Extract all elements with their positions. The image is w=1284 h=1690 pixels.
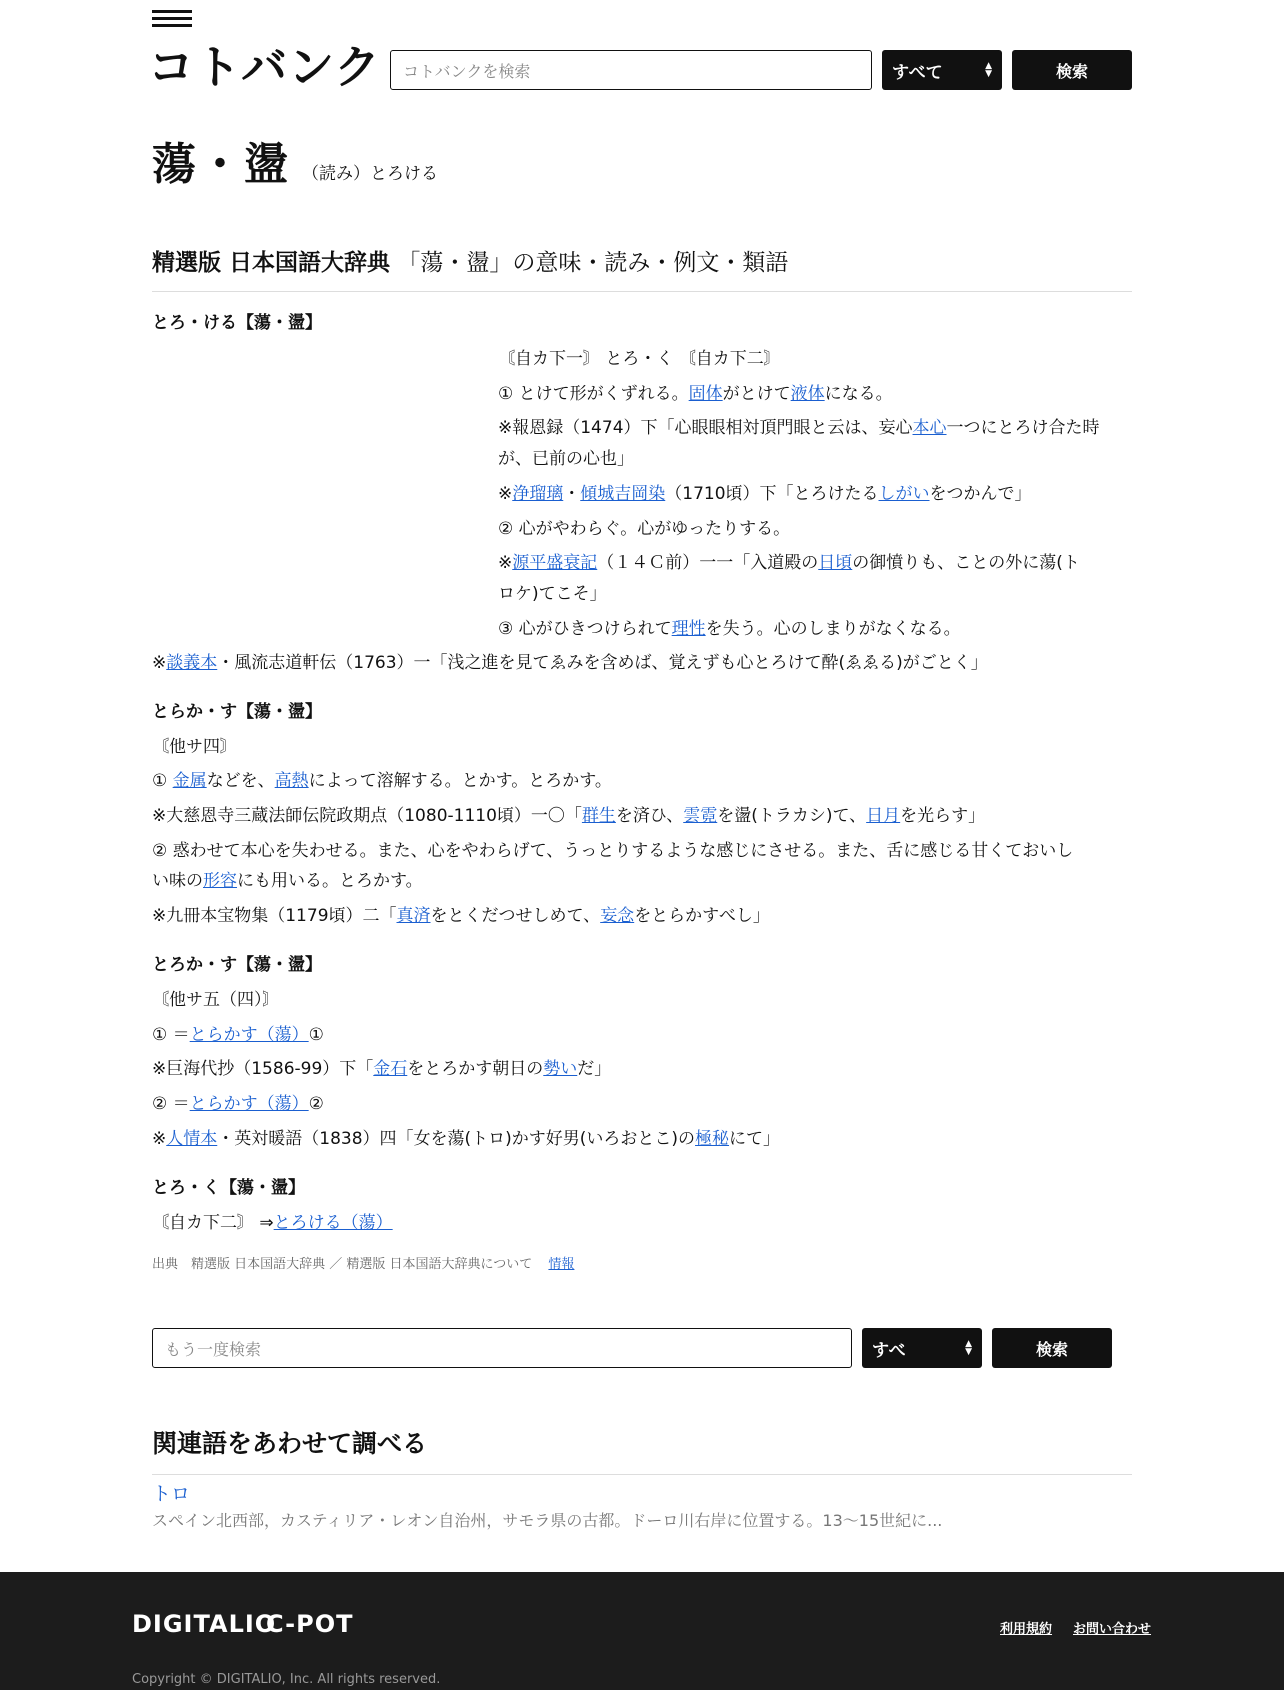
term-link[interactable]: 談義本 — [166, 653, 218, 673]
term-link[interactable]: とらかす（蕩） — [189, 1094, 309, 1114]
related-link[interactable]: トロ — [152, 1483, 191, 1505]
entry-line: ② 心がやわらぐ。心がゆったりする。 — [498, 519, 791, 539]
related-title: 関連語をあわせて調べる — [152, 1424, 1132, 1475]
site-logo[interactable]: コトバンク — [148, 40, 382, 94]
term-link[interactable]: 妄念 — [600, 906, 635, 926]
category-select[interactable] — [882, 50, 1002, 90]
source-info-link[interactable]: 情報 — [548, 1257, 575, 1272]
term-link[interactable]: 勢い — [543, 1059, 578, 1079]
term-link[interactable]: 理性 — [671, 619, 706, 639]
entry-heading: とろ・く【蕩・盪】 — [152, 1178, 305, 1198]
entry-line: 〘自カ下二〙 ⇒とろける（蕩） — [152, 1213, 393, 1233]
digitalio-logo[interactable]: DIGITALIO — [132, 1610, 277, 1638]
select-arrows-icon: ▲ ▼ — [965, 1339, 972, 1357]
term-link[interactable]: 真済 — [396, 906, 431, 926]
term-link[interactable]: とろける（蕩） — [273, 1213, 393, 1233]
entry-line: ※大慈恩寺三蔵法師伝院政期点（1080‐1110頃）一〇「群生を済ひ、雲霓を盪(トラカシ)て、日月を光らす」 — [152, 806, 986, 826]
entry-line: い味の形容にも用いる。とろかす。 — [152, 871, 423, 891]
term-link[interactable]: 金属 — [172, 771, 207, 791]
terms-link[interactable]: 利用規約 — [1000, 1622, 1053, 1637]
footer — [0, 1572, 1284, 1690]
term-link[interactable]: 極秘 — [695, 1129, 730, 1149]
term-link[interactable]: 高熱 — [274, 771, 309, 791]
term-link[interactable]: 液体 — [790, 384, 825, 404]
category-select-value: すべて — [892, 62, 943, 83]
entry-heading: とろか・す【蕩・盪】 — [152, 955, 322, 975]
term-link[interactable]: 固体 — [688, 384, 723, 404]
entry-line: ① とけて形がくずれる。固体がとけて液体になる。 — [498, 384, 893, 404]
select-arrows-icon: ▲ ▼ — [985, 61, 992, 79]
search-button[interactable]: 検索 — [1012, 50, 1132, 90]
entry-line: ロケ)てこそ」 — [498, 584, 607, 604]
source-credit — [152, 1253, 574, 1272]
term-link[interactable]: 人情本 — [166, 1129, 218, 1149]
entry-line: ① 金属などを、高熱によって溶解する。とかす。とろかす。 — [152, 771, 612, 791]
entry-line: ※九冊本宝物集（1179頃）二「真済をとくだつせしめて、妄念をとらかすべし」 — [152, 906, 770, 926]
headword-reading: （読み）とろける — [302, 164, 438, 184]
term-link[interactable]: 浄瑠璃 — [512, 484, 564, 504]
entry-line: 〘自カ下一〙 とろ・く 〘自カ下二〙 — [498, 349, 781, 369]
term-link[interactable]: 雲霓 — [683, 806, 718, 826]
term-link[interactable]: 日頃 — [818, 553, 853, 573]
entry-line: ※巨海代抄（1586‐99）下「金石をとろかす朝日の勢いだ」 — [152, 1059, 612, 1079]
cpot-logo[interactable]: C-POT — [266, 1610, 354, 1638]
menu-icon[interactable] — [152, 10, 192, 30]
term-link[interactable]: 源平盛衰記 — [512, 553, 598, 573]
entry-line: ② ＝とらかす（蕩）② — [152, 1094, 324, 1114]
term-link[interactable]: 本心 — [912, 418, 947, 438]
dictionary-subtitle: 「蕩・盪」の意味・読み・例文・類語 — [397, 250, 789, 276]
source-text: 出典 精選版 日本国語大辞典 ／ 精選版 日本国語大辞典について — [152, 1257, 533, 1272]
headword-kanji: 蕩・盪 — [152, 139, 290, 190]
entry-line: 〘他サ五（四）〙 — [152, 990, 280, 1010]
entry-line: ③ 心がひきつけられて理性を失う。心のしまりがなくなる。 — [498, 619, 961, 639]
dictionary-name: 精選版 日本国語大辞典 — [152, 250, 391, 276]
bottom-search-button[interactable]: 検索 — [992, 1328, 1112, 1368]
entry-line: ② 惑わせて本心を失わせる。また、心をやわらげて、うっとりするような感じにさせる。また、舌に感じる甘くておいし — [152, 841, 1074, 861]
entry-heading: とろ・ける【蕩・盪】 — [152, 313, 322, 333]
entry-line: ※報恩録（1474）下「心眼眼相対頂門眼と云は、妄心本心一つにとろけ合た時 — [498, 418, 1100, 438]
entry-line: ※浄瑠璃・傾城吉岡染（1710頃）下「とろけたるしがいをつかんで」 — [498, 484, 1032, 504]
copyright: Copyright © DIGITALIO, Inc. All rights reserved. — [132, 1672, 441, 1687]
term-link[interactable]: しがい — [878, 484, 930, 504]
entry-line: ※人情本・英対暖語（1838）四「女を蕩(トロ)かす好男(いろおとこ)の極秘にて」 — [152, 1129, 781, 1149]
bottom-search-input[interactable]: もう一度検索 — [152, 1328, 852, 1368]
term-link[interactable]: 日月 — [866, 806, 901, 826]
entry-heading: とらか・す【蕩・盪】 — [152, 702, 322, 722]
dictionary-title — [152, 244, 1132, 292]
entry-line: ※源平盛衰記（１４Ｃ前）一一「入道殿の日頃の御憤りも、ことの外に蕩(ト — [498, 553, 1080, 573]
entry-line: 〘他サ四〙 — [152, 737, 237, 757]
term-link[interactable]: とらかす（蕩） — [189, 1025, 309, 1045]
term-link[interactable]: 群生 — [581, 806, 616, 826]
entry-line: ① ＝とらかす（蕩）① — [152, 1025, 324, 1045]
entry-line: が、已前の心也」 — [498, 449, 634, 469]
entry-line: ※談義本・風流志道軒伝（1763）一「浅之進を見てゑみを含めば、覚えずも心とろけて酔(ゑゑる)がごとく」 — [152, 653, 988, 673]
term-link[interactable]: 金石 — [373, 1059, 408, 1079]
page-title — [152, 128, 438, 192]
term-link[interactable]: 傾城吉岡染 — [580, 484, 666, 504]
related-description: スペイン北西部，カスティリア・レオン自治州，サモラ県の古都。ドーロ川右岸に位置する。13～15世紀に... — [152, 1511, 943, 1530]
bottom-category-select[interactable] — [862, 1328, 982, 1368]
bottom-category-select-value: すべ — [872, 1340, 906, 1361]
term-link[interactable]: 形容 — [203, 871, 237, 891]
search-input[interactable]: コトバンクを検索 — [390, 50, 872, 90]
contact-link[interactable]: お問い合わせ — [1073, 1622, 1152, 1637]
